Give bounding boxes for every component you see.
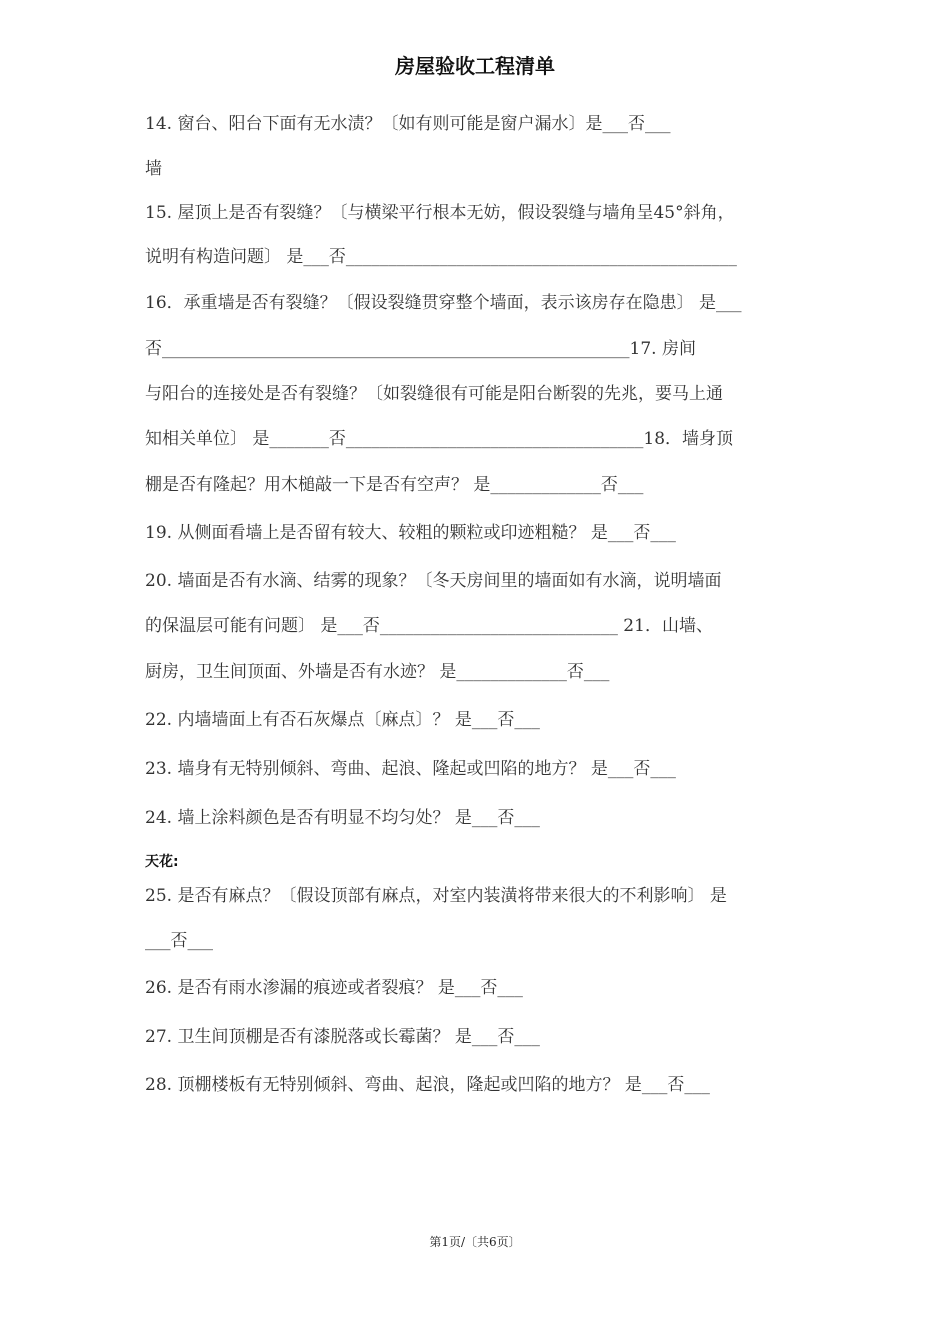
item-17-line: 与阳台的连接处是否有裂缝？〔如裂缝很有可能是阳台断裂的先兆，要马上通 [145, 384, 723, 404]
item-16-17-line: 否_______________________________________________________17. 房间 [145, 339, 696, 359]
item-22-line: 22. 内墙墙面上有否石灰爆点〔麻点〕？ 是___否___ [145, 710, 540, 730]
item-19-line: 19. 从侧面看墙上是否留有较大、较粗的颗粒或印迹粗糙？ 是___否___ [145, 523, 676, 543]
item-17-18-line: 知相关单位〕 是_______否___________________________________18．墙身顶 [145, 429, 734, 449]
item-20-21-line: 的保温层可能有问题〕 是___否____________________________ 21．山墙、 [145, 616, 713, 636]
item-16-line: 16．承重墙是否有裂缝？〔假设裂缝贯穿整个墙面，表示该房存在隐患〕 是___ [145, 293, 742, 313]
item-26-line: 26. 是否有雨水渗漏的痕迹或者裂痕？ 是___否___ [145, 978, 523, 998]
item-27-line: 27. 卫生间顶棚是否有漆脱落或长霉菌？ 是___否___ [145, 1027, 540, 1047]
page-title: 房屋验收工程清单 [395, 54, 555, 78]
item-25-line: 25. 是否有麻点？〔假设顶部有麻点，对室内装潢将带来很大的不利影响〕 是 [145, 886, 727, 906]
item-15-line: 15. 屋顶上是否有裂缝？〔与横梁平行根本无妨，假设裂缝与墙角呈45°斜角， [145, 203, 735, 223]
item-23-line: 23. 墙身有无特别倾斜、弯曲、起浪、隆起或凹陷的地方？ 是___否___ [145, 759, 676, 779]
item-20-line: 20. 墙面是否有水滴、结雾的现象？〔冬天房间里的墙面如有水滴，说明墙面 [145, 571, 722, 591]
item-14-line: 14. 窗台、阳台下面有无水渍？〔如有则可能是窗户漏水〕是___否___ [145, 114, 671, 134]
item-21-line: 厨房，卫生间顶面、外墙是否有水迹？ 是_____________否___ [145, 662, 610, 682]
item-15-line-cont: 说明有构造问题〕 是___否______________________________________________ [145, 247, 737, 267]
item-18-line: 棚是否有隆起？用木槌敲一下是否有空声？ 是_____________否___ [145, 475, 644, 495]
item-25-line-cont: ___否___ [145, 931, 213, 951]
item-28-line: 28. 顶棚楼板有无特别倾斜、弯曲、起浪，隆起或凹陷的地方？ 是___否___ [145, 1075, 710, 1095]
page-footer: 第1页/〔共6页〕 [429, 1235, 521, 1249]
section-ceiling-label: 天花: [145, 854, 179, 870]
item-24-line: 24. 墙上涂料颜色是否有明显不均匀处？ 是___否___ [145, 808, 540, 828]
item-14-line-cont: 墙 [145, 159, 162, 179]
